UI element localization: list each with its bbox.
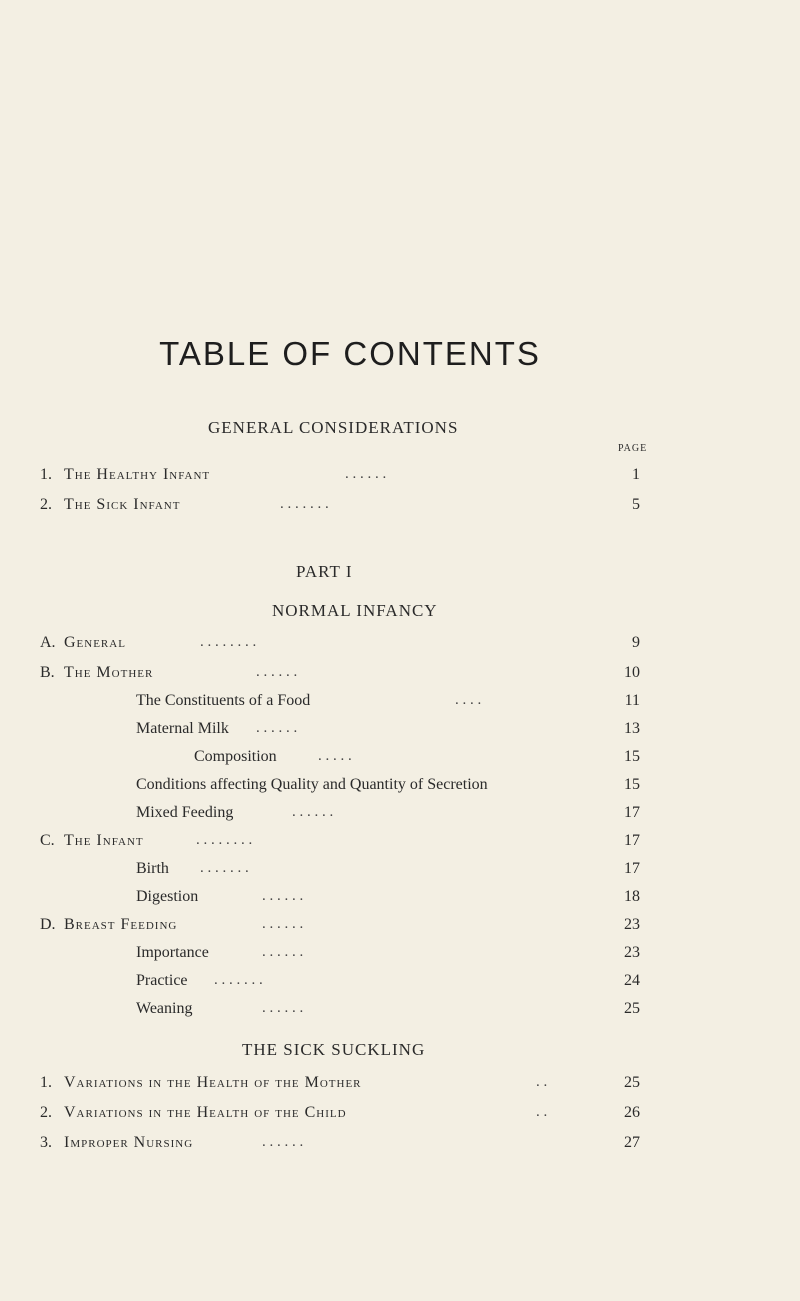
leader-dots: . . . . . .: [262, 888, 304, 904]
leader-dots: . . . . . .: [256, 720, 298, 736]
toc-entry-page: 23: [624, 916, 640, 933]
toc-subentry-birth: Birth: [136, 860, 169, 877]
toc-entry-page: 27: [624, 1134, 640, 1151]
leader-dots: . . . . . .: [262, 916, 304, 932]
page-title: TABLE OF CONTENTS: [159, 335, 541, 372]
section-heading-general-considerations: GENERAL CONSIDERATIONS: [208, 418, 459, 437]
leader-dots: . .: [536, 1104, 548, 1120]
toc-entry-page: 13: [624, 720, 640, 737]
toc-entry-variations-child: Variations in the Health of the Child: [64, 1104, 347, 1121]
toc-entry-page: 9: [632, 634, 640, 651]
toc-entry-page: 25: [624, 1000, 640, 1017]
leader-dots: . . . . . . . .: [196, 832, 253, 848]
section-heading-sick-suckling: THE SICK SUCKLING: [242, 1040, 426, 1059]
toc-entry-page: 11: [624, 692, 640, 709]
toc-entry-number: D.: [40, 916, 56, 933]
toc-entry-number: 2.: [40, 1104, 52, 1121]
toc-entry-page: 18: [624, 888, 640, 905]
toc-entry-number: 3.: [40, 1134, 52, 1151]
toc-entry-page: 10: [624, 664, 640, 681]
toc-entry-number: A.: [40, 634, 56, 651]
toc-entry-number: 1.: [40, 1074, 52, 1091]
toc-entry-healthy-infant: The Healthy Infant: [64, 466, 211, 483]
toc-entry-page: 25: [624, 1074, 640, 1091]
toc-entry-the-infant: The Infant: [64, 832, 144, 849]
leader-dots: . . . . . .: [345, 466, 387, 482]
toc-entry-variations-mother: Variations in the Health of the Mother: [64, 1074, 362, 1091]
leader-dots: . . . . . .: [256, 664, 298, 680]
leader-dots: . . . . . .: [262, 1134, 304, 1150]
toc-subentry-importance: Importance: [136, 944, 209, 961]
toc-entry-page: 23: [624, 944, 640, 961]
leader-dots: . . . . .: [318, 748, 352, 764]
toc-entry-improper-nursing: Improper Nursing: [64, 1134, 194, 1151]
toc-entry-number: 2.: [40, 496, 52, 513]
toc-entry-page: 5: [632, 496, 640, 513]
leader-dots: . . . . . . .: [200, 860, 249, 876]
leader-dots: . . . .: [455, 692, 482, 708]
toc-entry-general: General: [64, 634, 126, 651]
toc-entry-page: 17: [624, 804, 640, 821]
toc-entry-page: 15: [624, 776, 640, 793]
toc-entry-page: 24: [624, 972, 640, 989]
toc-entry-page: 17: [624, 860, 640, 877]
page-column-header: PAGE: [618, 443, 648, 454]
toc-entry-number: 1.: [40, 466, 52, 483]
leader-dots: . . . . . .: [292, 804, 334, 820]
leader-dots: . . . . . . .: [280, 496, 329, 512]
leader-dots: . . . . . .: [262, 944, 304, 960]
leader-dots: . . . . . . . .: [200, 634, 257, 650]
toc-entry-page: 26: [624, 1104, 640, 1121]
toc-entry-number: B.: [40, 664, 55, 681]
leader-dots: . . . . . .: [262, 1000, 304, 1016]
toc-entry-breast-feeding: Breast Feeding: [64, 916, 178, 933]
toc-subentry-weaning: Weaning: [136, 1000, 193, 1017]
toc-subentry-mixed-feeding: Mixed Feeding: [136, 804, 234, 821]
toc-entry-page: 17: [624, 832, 640, 849]
toc-entry-sick-infant: The Sick Infant: [64, 496, 181, 513]
leader-dots: . .: [536, 1074, 548, 1090]
toc-subentry-constituents-of-food: The Constituents of a Food: [136, 692, 311, 709]
toc-entry-the-mother: The Mother: [64, 664, 154, 681]
toc-subentry-digestion: Digestion: [136, 888, 199, 905]
toc-entry-number: C.: [40, 832, 55, 849]
leader-dots: . . . . . . .: [214, 972, 263, 988]
part-subheading-normal-infancy: NORMAL INFANCY: [272, 601, 438, 620]
toc-subentry-practice: Practice: [136, 972, 188, 989]
toc-entry-page: 15: [624, 748, 640, 765]
toc-entry-page: 1: [632, 466, 640, 483]
toc-subentry-maternal-milk: Maternal Milk: [136, 720, 229, 737]
toc-subentry-composition: Composition: [194, 748, 277, 765]
toc-subentry-conditions-affecting: Conditions affecting Quality and Quantity of Secretion: [136, 776, 488, 793]
part-heading: PART I: [296, 562, 353, 581]
